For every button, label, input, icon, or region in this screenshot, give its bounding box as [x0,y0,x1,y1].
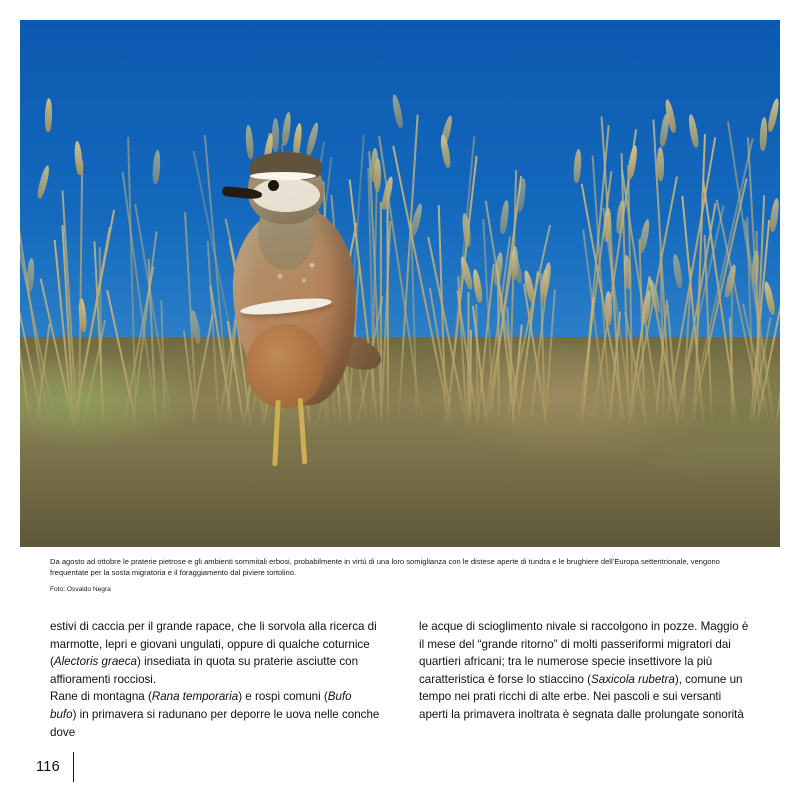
bird-eye [268,180,279,191]
paragraph: le acque di scioglimento nivale si raccolgono in pozze. Maggio è il mese del “grande ritorno” di molti passeriformi migratori dai quartieri africani; tra le numerose specie insettivore la più caratteristica è forse lo stiaccino (Saxicola rubetra), comune un tempo nei prati ricchi di alte erbe. Nei pascoli e sui versanti aperti la primavera inoltrata è segnata dalle prolungate sonorità [419,620,749,721]
bird-cheek [252,178,320,212]
body-text-columns [50,618,750,741]
bird-eyebrow-stripe [250,172,316,180]
photo-caption-block [50,556,750,595]
text-column-left [50,618,381,741]
folio [36,752,74,782]
folio-divider [73,752,74,782]
bird-leg-right [298,398,308,464]
page-number: 116 [36,759,61,775]
dotterel-bird [216,148,396,478]
text-column-right [419,618,750,741]
photograph [20,20,780,547]
bird-leg-left [272,400,280,466]
photo-caption-text: Da agosto ad ottobre le praterie pietrose e gli ambienti sommitali erbosi, probabilmente in virtù di una loro somiglianza con le distese aperte di tundra e le brughiere dell’Europa settentrionale, vengono frequentate per la sosta migratoria e il foraggiamento dal piviere tortolino. [50,557,720,578]
scattered-rocks [20,332,780,547]
photo-credit: Foto: Osvaldo Negra [50,585,111,593]
paragraph: Rane di montagna (Rana temporaria) e rospi comuni (Bufo bufo) in primavera si radunano per deporre le uova nelle conche dove [50,690,380,739]
bird-breast [246,324,324,408]
paragraph: estivi di caccia per il grande rapace, che li sorvola alla ricerca di marmotte, lepri e giovani ungulati, oppure di qualche coturnice (Alectoris graeca) insediata in quota su praterie asciutte con affioramenti rocciosi. [50,620,377,686]
